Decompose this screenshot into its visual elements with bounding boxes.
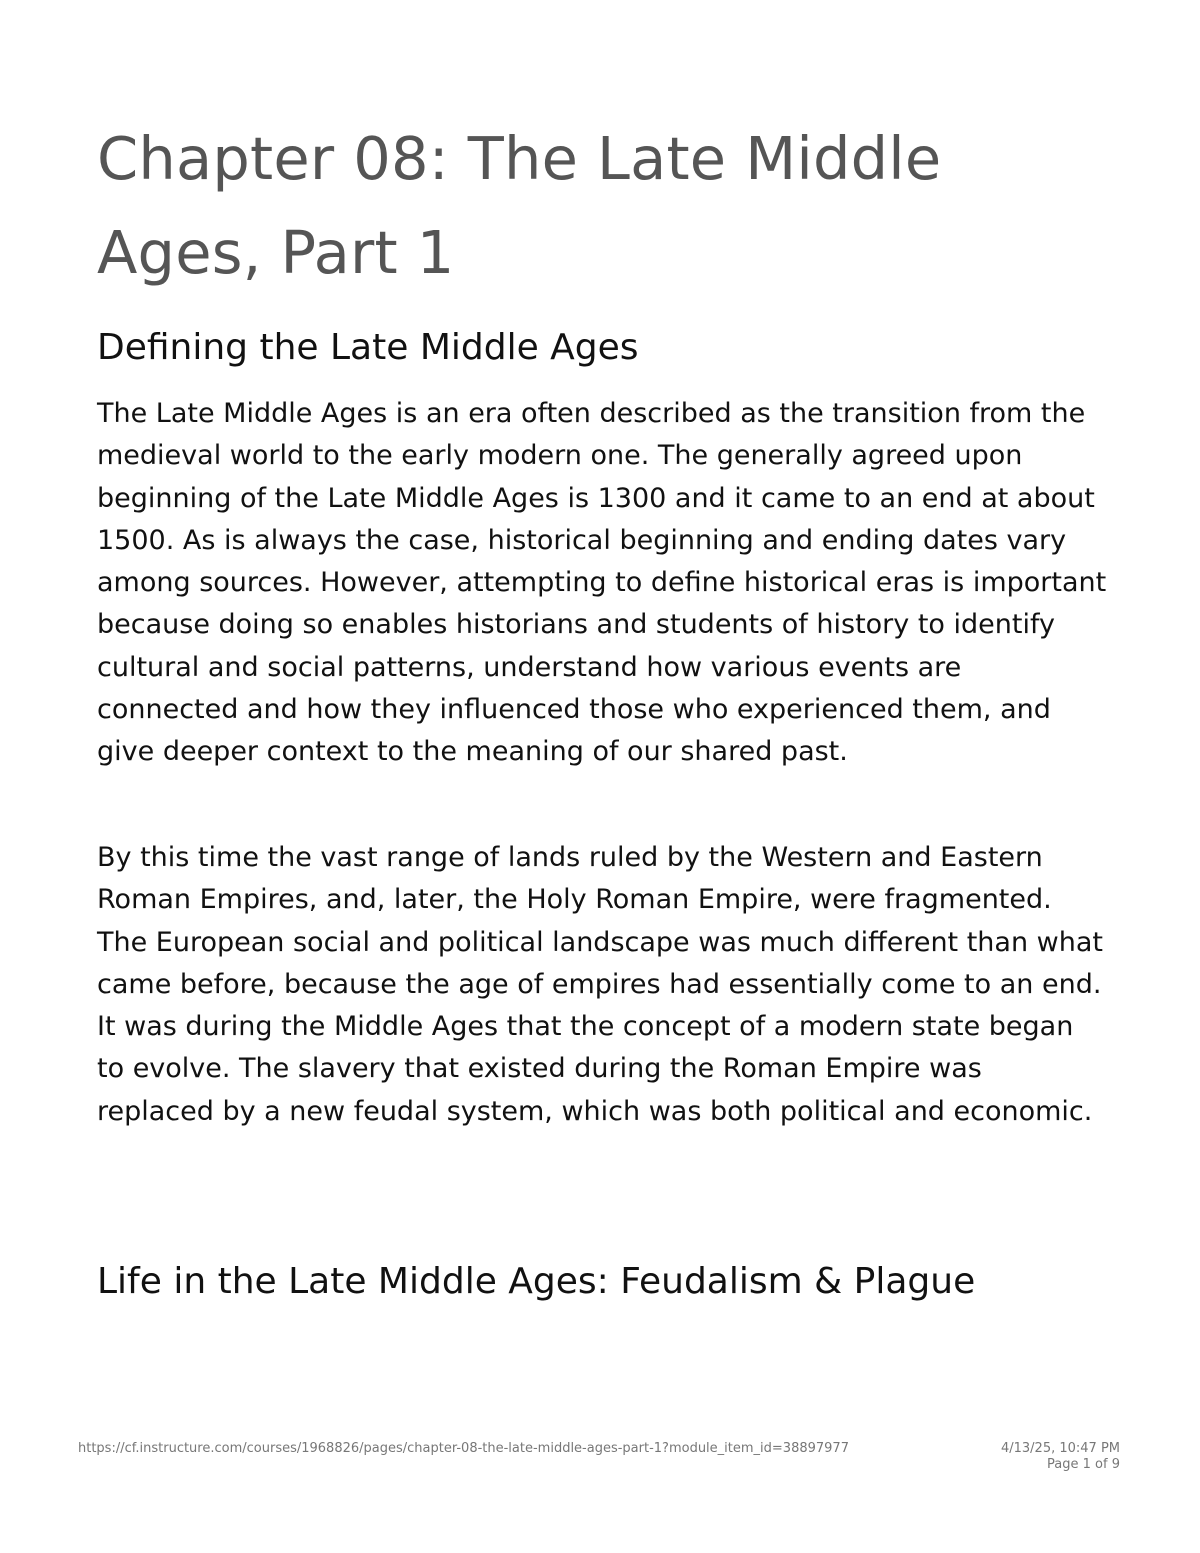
page-title: Chapter 08: The Late Middle Ages, Part 1 bbox=[97, 124, 942, 287]
section-heading-life: Life in the Late Middle Ages: Feudalism & Plague bbox=[97, 1261, 976, 1302]
footer-meta bbox=[1001, 1441, 1120, 1473]
footer-datetime: 4/13/25, 10:47 PM bbox=[1000, 1441, 1120, 1456]
footer-url: https://cf.instructure.com/courses/1968826/pages/chapter-08-the-late-middle-ages-part-1?module_item_id=38897977 bbox=[78, 1441, 849, 1456]
section-heading-defining: Defining the Late Middle Ages bbox=[97, 327, 639, 368]
paragraph-defining-2: By this time the vast range of lands ruled by the Western and Eastern Roman Empires, and, later, the Holy Roman Empire, were fragmented. The European social and political landscape was much different than what came before, because the age of empires had essentially come to an end. It was during the Middle Ages that the concept of a modern state began to evolve. The slavery that existed during the Roman Empire was replaced by a new feudal system, which was both political and economic. bbox=[97, 842, 1103, 1127]
paragraph-defining-1: The Late Middle Ages is an era often described as the transition from the medieval world to the early modern one. The generally agreed upon beginning of the Late Middle Ages is 1300 and it came to an end at about 1500. As is always the case, historical beginning and ending dates vary among sources. However, attempting to define historical eras is important because doing so enables historians and students of history to identify cultural and social patterns, understand how various events are connected and how they influenced those who experienced them, and give deeper context to the meaning of our shared past. bbox=[97, 398, 1107, 768]
footer-page-number: Page 1 of 9 bbox=[1047, 1457, 1120, 1472]
